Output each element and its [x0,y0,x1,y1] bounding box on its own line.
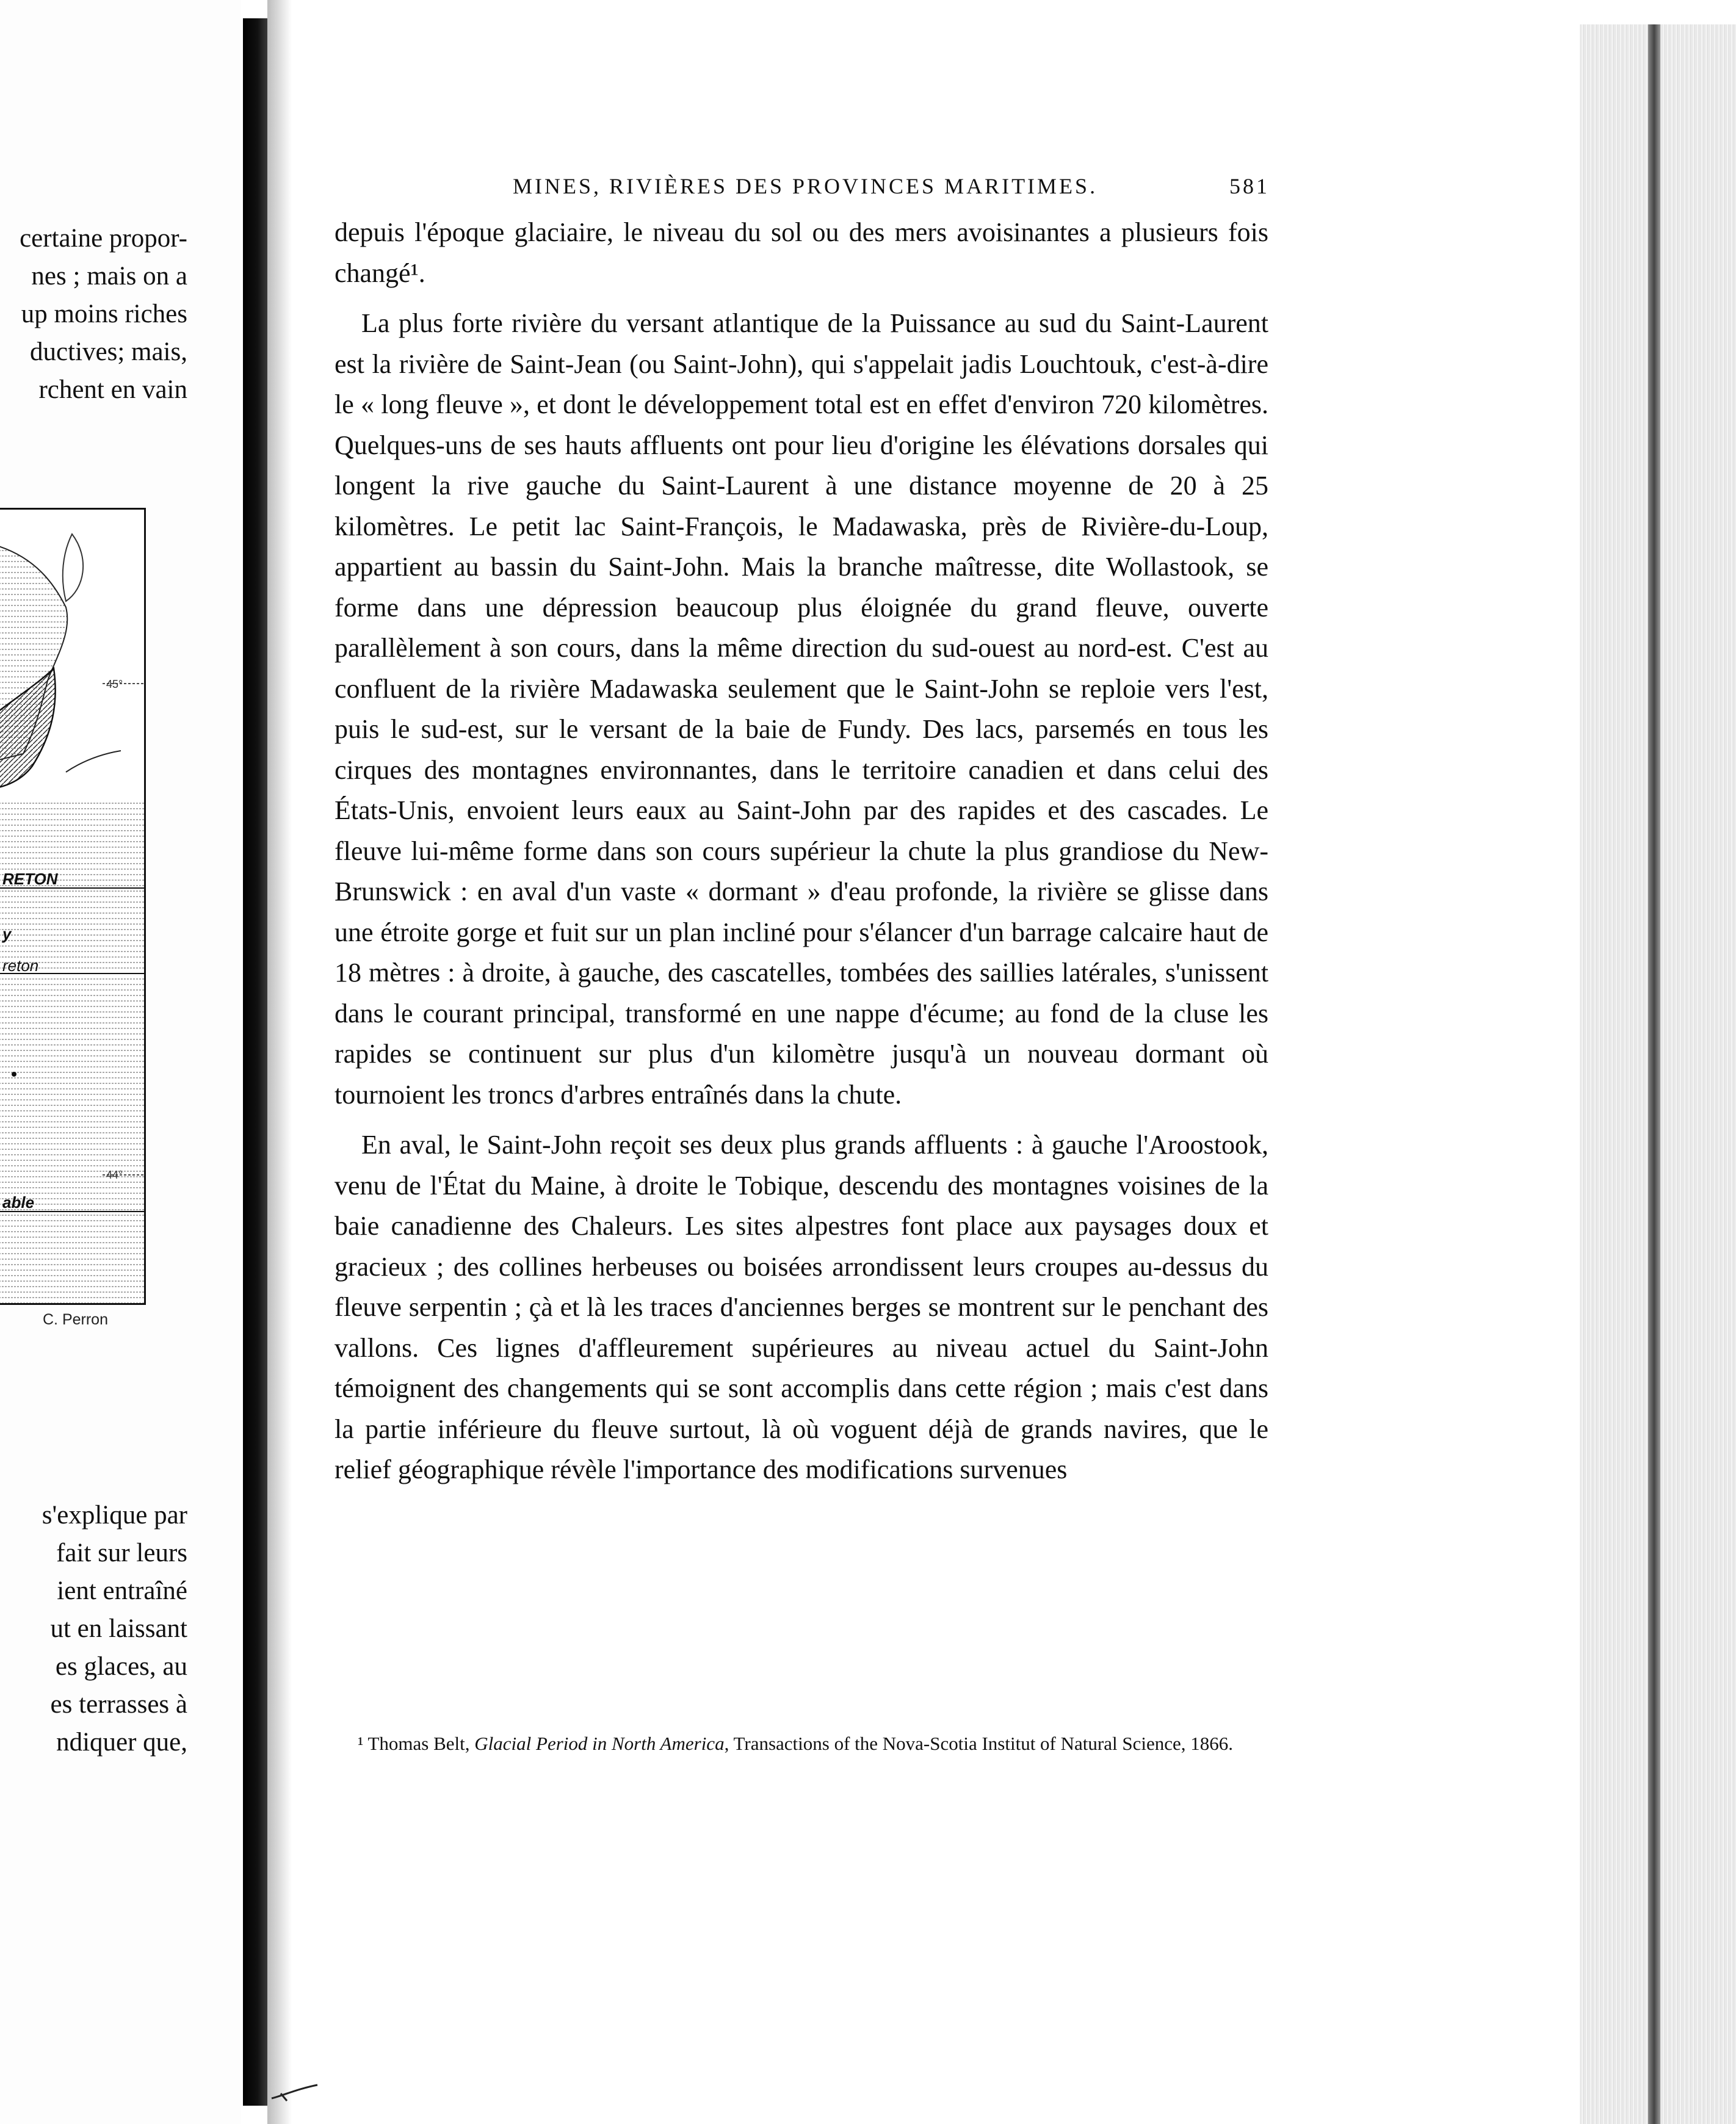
map-label: y [2,925,12,943]
left-text-line: ut en laissant [50,1614,187,1643]
left-text-line: s'explique par [42,1501,187,1530]
page-top-edge [287,0,1736,13]
paragraph: La plus forte rivière du versant atlantique de la Puissance au sud du Saint-Laurent est la rivière de Saint-Jean (ou Saint-John), qui s'appelait jadis Louchtouk, c'est-à-dire le « long fleuve », et dont le développement total est en effet d'environ 720 kilomètres. Quelques-uns de ses hauts affluents ont pour lieu d'origine les élévations dorsales qui longent la rive gauche du Saint-Laurent à une distance moyenne de 20 à 25 kilomètres. Le petit lac Saint-François, le Madawaska, près de Rivière-du-Loup, appartient au bassin du Saint-John. Mais la branche maîtresse, dite Wollastook, se forme dans une dépression beaucoup plus éloignée du grand fleuve, ouverte parallèlement à son cours, dans la même direction du sud-ouest au nord-est. C'est au confluent de la rivière Madawaska seulement que le Saint-John se reploie vers l'est, puis le sud-est, sur le versant de la baie de Fundy. Des lacs, parsemés en tous les cirques des montagnes environnantes, dans le territoire canadien et dans celui des États-Unis, envoient leurs eaux au Saint-John par des rapides et des cascades. Le fleuve lui-même forme dans son cours supérieur la chute la plus grandiose du New-Brunswick : en aval d'un vaste « dormant » d'eau profonde, la rivière se glisse dans une étroite gorge et fuit sur un plan incliné pour s'élancer d'un barrage calcaire haut de 18 mètres : à droite, à gauche, des cascatelles, tombées des saillies latérales, s'unissent dans le courant principal, transformé en une nappe d'écume; au fond de la cluse les rapides se continuent sur plus d'un kilomètre jusqu'à un nouveau dormant où tournoient les troncs d'arbres entraînés dans la chute. [335,308,1268,1110]
scan-mark [269,2080,324,2104]
map-latitude-label: 44° [106,1169,123,1181]
left-text-line: ductives; mais, [30,338,187,366]
map-drawing [0,510,144,1303]
map-label: RETON [2,870,58,888]
book-page-edges-shadow [1648,24,1660,2124]
map-latitude-label: 45° [106,678,123,690]
footnote-work-title: Glacial Period in North America [474,1733,725,1754]
map-label: reton [2,956,39,975]
body-text [335,212,1268,1490]
map-credit: C. Perron [43,1311,108,1328]
left-text-line: nes ; mais on a [31,262,187,291]
left-text-line: rchent en vain [38,375,187,404]
left-text-line: up moins riches [21,300,187,328]
left-text-line: ndiquer que, [56,1728,187,1757]
footnote-publication: , Transactions of the Nova-Scotia Institut of Natural Science, 1866. [724,1733,1233,1754]
map-fragment [0,508,146,1305]
left-text-line: ient entraîné [57,1577,187,1605]
map-label: able [2,1193,35,1212]
page-number: 581 [1229,174,1270,198]
running-header [336,173,1270,199]
footnote-author: Thomas Belt, [363,1733,475,1754]
running-title: MINES, RIVIÈRES DES PROVINCES MARITIMES. [513,174,1098,198]
left-facing-page [0,0,241,2124]
paragraph: depuis l'époque glaciaire, le niveau du sol ou des mers avoisinantes a plusieurs fois changé¹. [335,217,1268,288]
left-text-line: es terrasses à [50,1690,187,1719]
book-gutter [243,18,267,2106]
footnote [335,1731,1268,1756]
left-text-line: fait sur leurs [56,1539,187,1567]
gutter-shadow [267,0,292,2124]
footnote-marker: ¹ [358,1733,364,1754]
left-text-line: certaine propor- [20,224,187,253]
left-text-line: es glaces, au [55,1652,187,1681]
paragraph: En aval, le Saint-John reçoit ses deux plus grands affluents : à gauche l'Aroostook, venu de l'État du Maine, à droite le Tobique, descendu des montagnes voisines de la baie canadienne des Chaleurs. Les sites alpestres font place aux paysages doux et gracieux ; des collines herbeuses ou boisées arrondissent leurs croupes au-dessus du fleuve serpentin ; çà et là les traces d'anciennes berges se montrent sur le penchant des vallons. Ces lignes d'affleurement supérieures au niveau actuel du Saint-John témoignent des changements qui se sont accomplis dans cette région ; mais c'est dans la partie inférieure du fleuve surtout, là où voguent déjà de grands navires, que le relief géographique révèle l'importance des modifications survenues [335,1130,1268,1484]
